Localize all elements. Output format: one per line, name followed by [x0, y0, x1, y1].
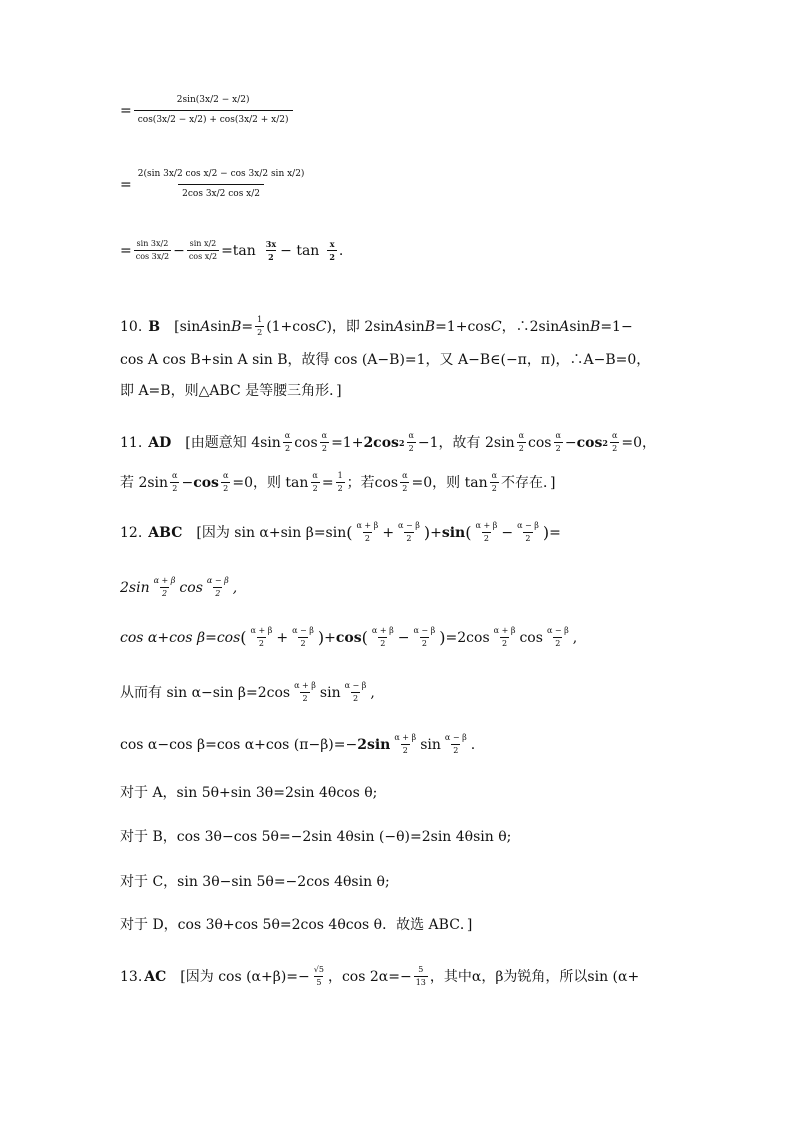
q10-text: [sin: [174, 318, 201, 335]
q10-text: sin: [569, 318, 591, 335]
q11-text: =0，: [621, 434, 656, 451]
q11-text: 不存在．]: [501, 474, 556, 491]
q12-option-d: [120, 918, 472, 932]
q11-text: =1+: [331, 434, 364, 451]
fraction-numerator: α: [555, 431, 561, 440]
fraction-2-numerator: 2(sin 3x/2 cos x/2 − cos 3x/2 sin x/2): [137, 169, 305, 179]
fraction-sinx-over-cosx: [187, 240, 219, 261]
q11-number: 11.: [120, 434, 143, 451]
q10-var: A: [200, 318, 211, 335]
q12-line-5: [120, 734, 475, 755]
fraction-apb-over-2: [152, 577, 178, 598]
fraction-numerator: α + β: [475, 521, 498, 530]
fraction-denominator: 2: [329, 252, 335, 262]
fraction-amb-over-2: [515, 522, 541, 543]
q11-line-2: [120, 472, 555, 493]
q13-line-1: [120, 966, 639, 987]
fraction-denominator: 2: [321, 444, 327, 453]
fraction-numerator: sin 3x/2: [136, 239, 169, 248]
q12-text: −: [397, 629, 410, 646]
minus-sign: −: [173, 242, 185, 259]
fraction-amb-over-2: [545, 627, 571, 648]
fraction-numerator: x: [329, 239, 335, 249]
fraction-denominator: cos 3x/2: [135, 252, 170, 261]
fraction-alpha-over-2: [553, 432, 562, 453]
fraction-denominator: 2: [284, 444, 291, 453]
q10-text: sin: [404, 318, 425, 335]
q12-option-c: [120, 875, 390, 889]
period: .: [338, 242, 344, 259]
q12-text: +: [276, 629, 289, 646]
q12-text: +: [430, 524, 442, 541]
q12-text: [因为 sin α+sin β=sin: [196, 524, 347, 541]
q10-text: ，∴2sin: [501, 318, 560, 335]
derivation-line-1: [120, 96, 295, 125]
fraction-denominator: 2: [555, 639, 561, 648]
q10-text: =: [241, 318, 254, 335]
q12-line-2: [120, 577, 237, 598]
fraction-1-over-2: [255, 316, 264, 337]
q10-var: B: [424, 318, 436, 335]
q10-line-2: [120, 353, 650, 367]
q12-answer: ABC: [148, 524, 183, 541]
q12-text: ,: [572, 629, 578, 646]
q11-text: −: [181, 474, 194, 491]
fraction-denominator: 2: [406, 534, 412, 543]
q10-var: C: [490, 318, 502, 335]
fraction-numerator: 1: [337, 471, 343, 480]
q12-text-bold: sin: [441, 524, 466, 541]
fraction-numerator: α − β: [517, 521, 539, 530]
fraction-alpha-over-2: [221, 472, 230, 493]
q12-text: +: [324, 629, 336, 646]
fraction-denominator: 2: [257, 328, 263, 337]
q11-text: =: [321, 474, 334, 491]
fraction-numerator: α: [408, 431, 414, 440]
fraction-numerator: α − β: [444, 733, 467, 742]
fraction-alpha-over-2: [283, 432, 292, 453]
q13-number: 13.: [120, 968, 143, 985]
fraction-1-over-2: [336, 472, 345, 493]
q12-text: ,: [370, 684, 375, 701]
fraction-alpha-over-2: [400, 472, 409, 493]
fraction-denominator: 2: [215, 589, 221, 598]
q12-line-4: [120, 682, 375, 703]
fraction-alpha-over-2: [170, 472, 179, 493]
q12-line-3: cos α+cos β=cos ( $\frac{\alpha + \beta}{2}$ + $\frac{\alpha - \beta}{2}$ ) + cos ( $\frac{\alpha + \beta}{2}$ − $\frac{\alpha - \beta}{2}$ ) =2cos $\frac{\alpha + \beta}{2}$ cos $\frac{\alpha - \beta}{2}$ ,: [120, 626, 578, 648]
equals-tan: =tan: [221, 242, 256, 259]
q12-text: 对于 C，sin 3θ−sin 5θ=−2cos 4θsin θ;: [120, 874, 390, 890]
q12-option-a: [120, 786, 377, 800]
fraction-apb-over-2: [474, 522, 500, 543]
fraction-numerator: α − β: [546, 626, 569, 635]
minus-tan: − tan: [280, 242, 320, 259]
q13-answer: AC: [144, 968, 167, 985]
fraction-numerator: α + β: [153, 576, 176, 585]
q11-text: 若 2sin: [120, 474, 169, 491]
q11-text: cos: [528, 434, 552, 451]
fraction-denominator: 2: [302, 694, 308, 703]
equals-sign: =: [120, 102, 132, 119]
fraction-denominator: 2: [352, 694, 359, 703]
q12-text: +: [382, 524, 395, 541]
fraction-alpha-over-2: [320, 432, 329, 453]
fraction-numerator: α: [518, 431, 525, 440]
fraction-numerator: α: [611, 431, 618, 440]
fraction-x-over-2: [327, 240, 337, 261]
fraction-denominator: 2: [161, 589, 168, 598]
q10-line-3: [120, 384, 342, 398]
q10-text: (1+cos: [266, 318, 316, 335]
q12-text: 从而有 sin α−sin β=2cos: [120, 684, 291, 701]
fraction-numerator: α − β: [206, 576, 229, 585]
fraction-numerator: α: [402, 471, 408, 480]
fraction-numerator: √5: [313, 965, 324, 974]
fraction-amb-over-2: [411, 627, 437, 648]
q11-text: =0，则 tan: [232, 474, 309, 491]
derivation-line-3: [120, 240, 343, 261]
fraction-apb-over-2: [292, 682, 318, 703]
q12-text: 对于 B，cos 3θ−cos 5θ=−2sin 4θsin (−θ)=2sin 4θsin θ;: [120, 829, 512, 845]
fraction-amb-over-2: [290, 627, 316, 648]
fraction-apb-over-2: [354, 522, 380, 543]
fraction-denominator: cos x/2: [188, 252, 218, 261]
q10-var: C: [315, 318, 327, 335]
fraction-denominator: 2: [364, 534, 370, 543]
q11-text: cos: [294, 434, 318, 451]
fraction-denominator: 2: [612, 444, 618, 453]
fraction-alpha-over-2: [490, 472, 499, 493]
fraction-alpha-over-2: [517, 432, 526, 453]
fraction-amb-over-2: [443, 734, 469, 755]
fraction-denominator: 2: [483, 534, 489, 543]
q12-text: cos α−cos β=cos α+cos (π−β)=−: [120, 736, 358, 753]
fraction-alpha-over-2: [610, 432, 619, 453]
fraction-denominator: 2: [525, 534, 531, 543]
fraction-denominator: 2: [491, 484, 497, 493]
fraction-numerator: α − β: [344, 681, 367, 690]
fraction-apb-over-2: [492, 627, 518, 648]
q12-text: sin: [420, 736, 441, 753]
q12-option-b: [120, 830, 511, 844]
fraction-3x-over-2: [264, 240, 278, 261]
fraction-denominator: 2: [312, 484, 318, 493]
fraction-2-denominator: 2cos 3x/2 cos x/2: [178, 184, 264, 199]
q10-text: =1+cos: [435, 318, 491, 335]
fraction-numerator: α − β: [413, 626, 436, 635]
fraction-denominator: 2: [223, 484, 229, 493]
q10-text: sin: [210, 318, 232, 335]
q13-text: [因为 cos (α+β)=−: [180, 968, 310, 985]
fraction-numerator: α: [312, 471, 318, 480]
fraction-numerator: 3x: [265, 239, 277, 249]
fraction-amb-over-2: [343, 682, 369, 703]
q12-text: cos: [519, 629, 543, 646]
q10-line-1: [120, 316, 633, 337]
q11-text-bold: cos: [193, 474, 219, 491]
fraction-numerator: α + β: [356, 521, 379, 530]
fraction-denominator: 2: [555, 444, 561, 453]
q10-var: A: [559, 318, 570, 335]
q12-text: 对于 A，sin 5θ+sin 3θ=2sin 4θcos θ;: [120, 785, 378, 801]
q10-answer: B: [148, 318, 161, 335]
fraction-apb-over-2: [392, 734, 418, 755]
q12-text: .: [470, 736, 476, 753]
fraction-numerator: α: [172, 471, 178, 480]
fraction-denominator: 2: [337, 484, 343, 493]
q12-text-bold: 2sin: [357, 736, 391, 753]
fraction-denominator: 2: [421, 639, 427, 648]
q13-text: ，cos 2α=−: [327, 968, 412, 985]
q11-answer: AD: [148, 434, 172, 451]
fraction-denominator: 13: [415, 978, 426, 987]
q12-line-1: 12. ABC [因为 sin α+sin β=sin ( $\frac{\alpha + \beta}{2}$ + $\frac{\alpha - \beta}{2}$ ) + sin ( $\frac{\alpha + \beta}{2}$ − $\frac{\alpha - \beta}{2}$ ) =: [120, 521, 561, 543]
fraction-denominator: 2: [258, 639, 264, 648]
fraction-denominator: 2: [268, 252, 274, 262]
fraction-numerator: α + β: [394, 733, 417, 742]
fraction-1-denominator: cos(3x/2 − x/2) + cos(3x/2 + x/2): [134, 110, 293, 125]
q10-var: A: [393, 318, 405, 335]
fraction-numerator: 1: [257, 315, 263, 324]
fraction-sin3x-over-cos3x: [134, 240, 171, 261]
q12-text: −: [501, 524, 514, 541]
q10-text: =1−: [600, 318, 633, 335]
q10-text: 即 A=B，则△ABC 是等腰三角形．]: [120, 383, 342, 399]
fraction-denominator: 2: [502, 639, 508, 648]
q13-text: ，其中α，β为锐角，所以sin (α+: [429, 968, 640, 985]
equals-sign: =: [120, 176, 132, 193]
superscript: 2: [398, 437, 405, 448]
fraction-numerator: α + β: [294, 681, 316, 690]
fraction-numerator: α − β: [398, 521, 420, 530]
fraction-denominator: 2: [453, 746, 459, 755]
fraction-5-over-13: [414, 966, 428, 987]
q12-text: 2sin: [120, 579, 150, 596]
q10-var: B: [590, 318, 601, 335]
q12-text: 对于 D，cos 3θ+cos 5θ=2cos 4θcos θ．故选 ABC．]: [120, 917, 473, 933]
fraction-numerator: α + β: [250, 626, 273, 635]
fraction-denominator: 2: [518, 444, 524, 453]
fraction-1-numerator: 2sin(3x/2 − x/2): [176, 95, 250, 105]
fraction-sqrt5-over-5: [312, 966, 326, 987]
fraction-denominator: 5: [316, 978, 322, 987]
q11-text: −1，故有 2sin: [417, 434, 515, 451]
fraction-denominator: 2: [172, 484, 178, 493]
q12-text: cos α+cos β=cos: [120, 629, 241, 646]
q11-text: ；若cos: [346, 474, 399, 491]
fraction-numerator: 5: [418, 965, 424, 974]
q11-text: −: [564, 434, 577, 451]
equals-sign: =: [120, 242, 132, 259]
q11-text-bold: cos: [576, 434, 603, 451]
q10-var: B: [231, 318, 242, 335]
fraction-numerator: α: [222, 471, 229, 480]
fraction-numerator: α + β: [371, 626, 394, 635]
q11-line-1: [120, 432, 656, 453]
q11-text: [由题意知 4sin: [185, 434, 281, 451]
fraction-denominator: 2: [402, 746, 408, 755]
fraction-numerator: sin x/2: [189, 239, 217, 248]
q11-text-bold: 2cos: [363, 434, 399, 451]
fraction-numerator: α: [321, 431, 328, 440]
q10-text: cos A cos B+sin A sin B，故得 cos (A−B)=1，又 A−B∈(−π，π)，∴A−B=0，: [120, 352, 651, 368]
q12-text: =: [549, 524, 561, 541]
fraction-denominator: 2: [408, 444, 414, 453]
derivation-line-2: [120, 170, 310, 199]
fraction-apb-over-2: [370, 627, 396, 648]
fraction-denominator: 2: [402, 484, 408, 493]
q12-text: cos: [179, 579, 203, 596]
fraction-numerator: α − β: [292, 626, 314, 635]
fraction-2: [134, 170, 309, 199]
fraction-1: [134, 96, 293, 125]
fraction-apb-over-2: [249, 627, 275, 648]
fraction-alpha-over-2: [407, 432, 416, 453]
fraction-numerator: α + β: [493, 626, 516, 635]
fraction-amb-over-2: [396, 522, 422, 543]
fraction-alpha-over-2: [310, 472, 319, 493]
superscript: 2: [602, 437, 608, 448]
q12-text: ,: [232, 579, 238, 596]
q10-text: )，即 2sin: [326, 318, 394, 335]
q12-number: 12.: [120, 524, 143, 541]
fraction-amb-over-2: [205, 577, 231, 598]
fraction-numerator: α: [284, 431, 291, 440]
q12-text-bold: cos: [335, 629, 362, 646]
q10-number: 10.: [120, 318, 143, 335]
q12-text: sin: [319, 684, 341, 701]
q12-text: =2cos: [445, 629, 490, 646]
fraction-denominator: 2: [300, 639, 306, 648]
fraction-denominator: 2: [380, 639, 386, 648]
q11-text: =0，则 tan: [411, 474, 488, 491]
fraction-numerator: α: [491, 471, 498, 480]
